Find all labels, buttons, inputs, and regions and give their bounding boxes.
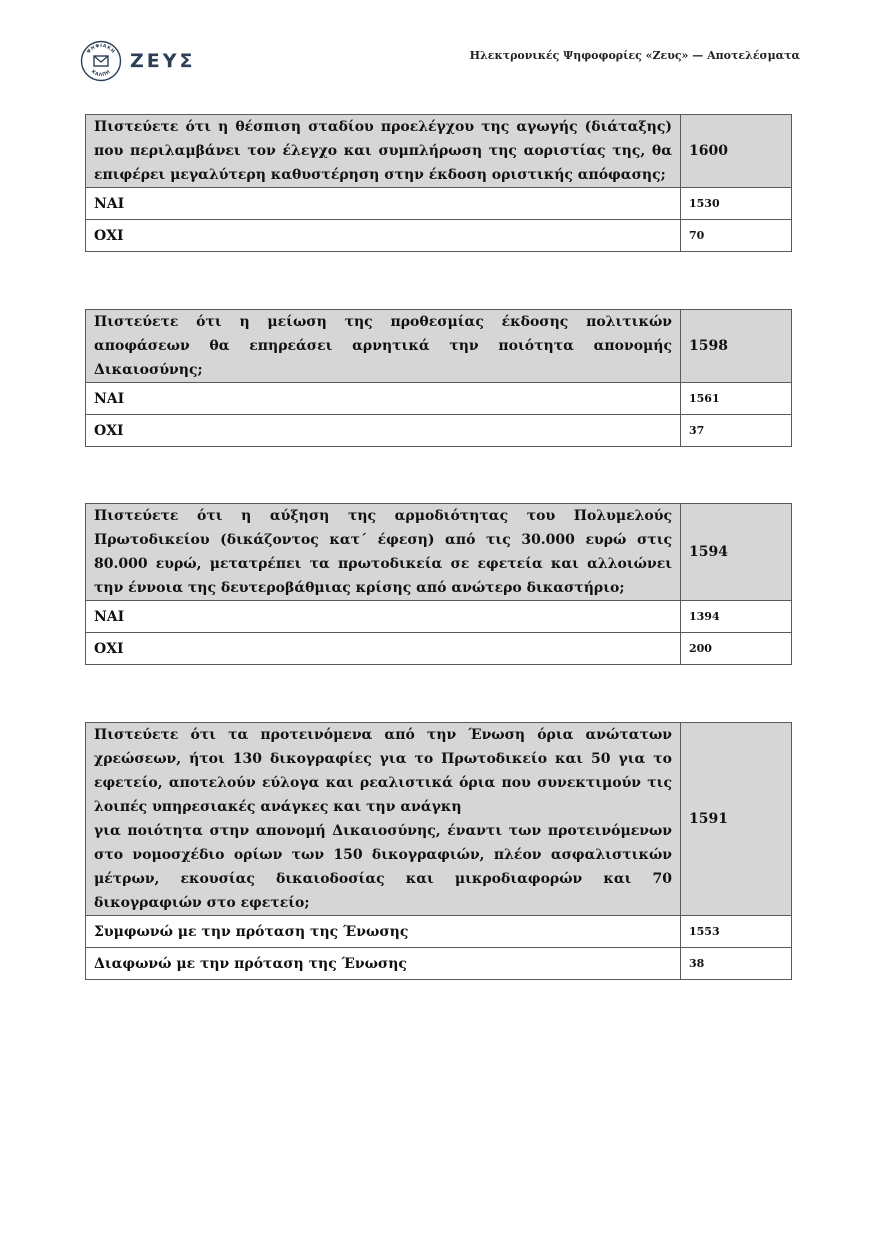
answer-count: 1561	[681, 383, 792, 415]
answer-count: 1394	[681, 601, 792, 633]
question-row	[86, 115, 792, 188]
answer-label: ΟΧΙ	[86, 415, 681, 447]
question-table-4	[85, 722, 792, 980]
answer-count: 37	[681, 415, 792, 447]
answer-label: Συμφωνώ με την πρόταση της Ένωσης	[86, 916, 681, 948]
answer-count: 200	[681, 633, 792, 665]
question-total-votes: 1598	[681, 310, 792, 383]
question-row	[86, 310, 792, 383]
header-title: Ηλεκτρονικές Ψηφοφορίες «Ζευς» — Αποτελέσματα	[469, 49, 800, 62]
answer-count: 38	[681, 948, 792, 980]
answer-row	[86, 220, 792, 252]
answer-label: ΟΧΙ	[86, 633, 681, 665]
answer-count: 1553	[681, 916, 792, 948]
question-row	[86, 504, 792, 601]
answer-row	[86, 415, 792, 447]
answer-label: Διαφωνώ με την πρόταση της Ένωσης	[86, 948, 681, 980]
answer-label: ΟΧΙ	[86, 220, 681, 252]
question-text	[86, 723, 681, 916]
answer-row	[86, 383, 792, 415]
answer-row	[86, 916, 792, 948]
question-table-1	[85, 114, 792, 252]
answer-row	[86, 633, 792, 665]
answer-label: ΝΑΙ	[86, 383, 681, 415]
ballot-box-logo-icon	[80, 40, 122, 82]
question-row	[86, 723, 792, 916]
question-text-part-2: για ποιότητα στην απονομή Δικαιοσύνης, έναντι των προτεινόμενων στο νομοσχέδιο ορίων των 150 δικογραφιών, πλέον ασφαλιστικών μέτρων, εκουσίας δικαιοδοσίας και μικροδιαφορών και 70 δικογραφιών στο εφετείο;	[94, 823, 672, 911]
answer-count: 1530	[681, 188, 792, 220]
answer-label: ΝΑΙ	[86, 601, 681, 633]
question-table-3	[85, 503, 792, 665]
question-total-votes: 1600	[681, 115, 792, 188]
question-text: Πιστεύετε ότι η αύξηση της αρμοδιότητας του Πολυμελούς Πρωτοδικείου (δικάζοντος κατ΄ έφεση) από τις 30.000 ευρώ στις 80.000 ευρώ, μετατρέπει τα πρωτοδικεία σε εφετεία και αλλοιώνει την έννοια της δευτεροβάθμιας κρίσης από ανώτερο δικαστήριο;	[86, 504, 681, 601]
question-text: Πιστεύετε ότι η μείωση της προθεσμίας έκδοσης πολιτικών αποφάσεων θα επηρεάσει αρνητικά την ποιότητα απονομής Δικαιοσύνης;	[86, 310, 681, 383]
answer-label: ΝΑΙ	[86, 188, 681, 220]
logo-text: ΖΕΥΣ	[130, 50, 196, 72]
question-total-votes: 1594	[681, 504, 792, 601]
page-header	[0, 0, 880, 100]
question-text: Πιστεύετε ότι η θέσπιση σταδίου προελέγχου της αγωγής (διάταξης) που περιλαμβάνει τον έλεγχο και συμπλήρωση της αοριστίας της, θα επιφέρει μεγαλύτερη καθυστέρηση στην έκδοση οριστικής απόφασης;	[86, 115, 681, 188]
svg-text:ΨΗΦΙΑΚΗ: ΨΗΦΙΑΚΗ	[86, 43, 116, 55]
question-total-votes: 1591	[681, 723, 792, 916]
question-text-part-1: Πιστεύετε ότι τα προτεινόμενα από την Ένωση όρια ανώτατων χρεώσεων, ήτοι 130 δικογραφίες για το Πρωτοδικείο και 50 για το εφετείο, αποτελούν εύλογα και ρεαλιστικά όρια που συνεκτιμούν τις λοιπές υπηρεσιακές ανάγκες και την ανάγκη	[94, 727, 672, 815]
answer-row	[86, 188, 792, 220]
question-table-2	[85, 309, 792, 447]
answer-count: 70	[681, 220, 792, 252]
svg-text:ΚΑΛΠΗ: ΚΑΛΠΗ	[90, 69, 112, 79]
zeus-logo	[80, 40, 196, 82]
answer-row	[86, 948, 792, 980]
answer-row	[86, 601, 792, 633]
